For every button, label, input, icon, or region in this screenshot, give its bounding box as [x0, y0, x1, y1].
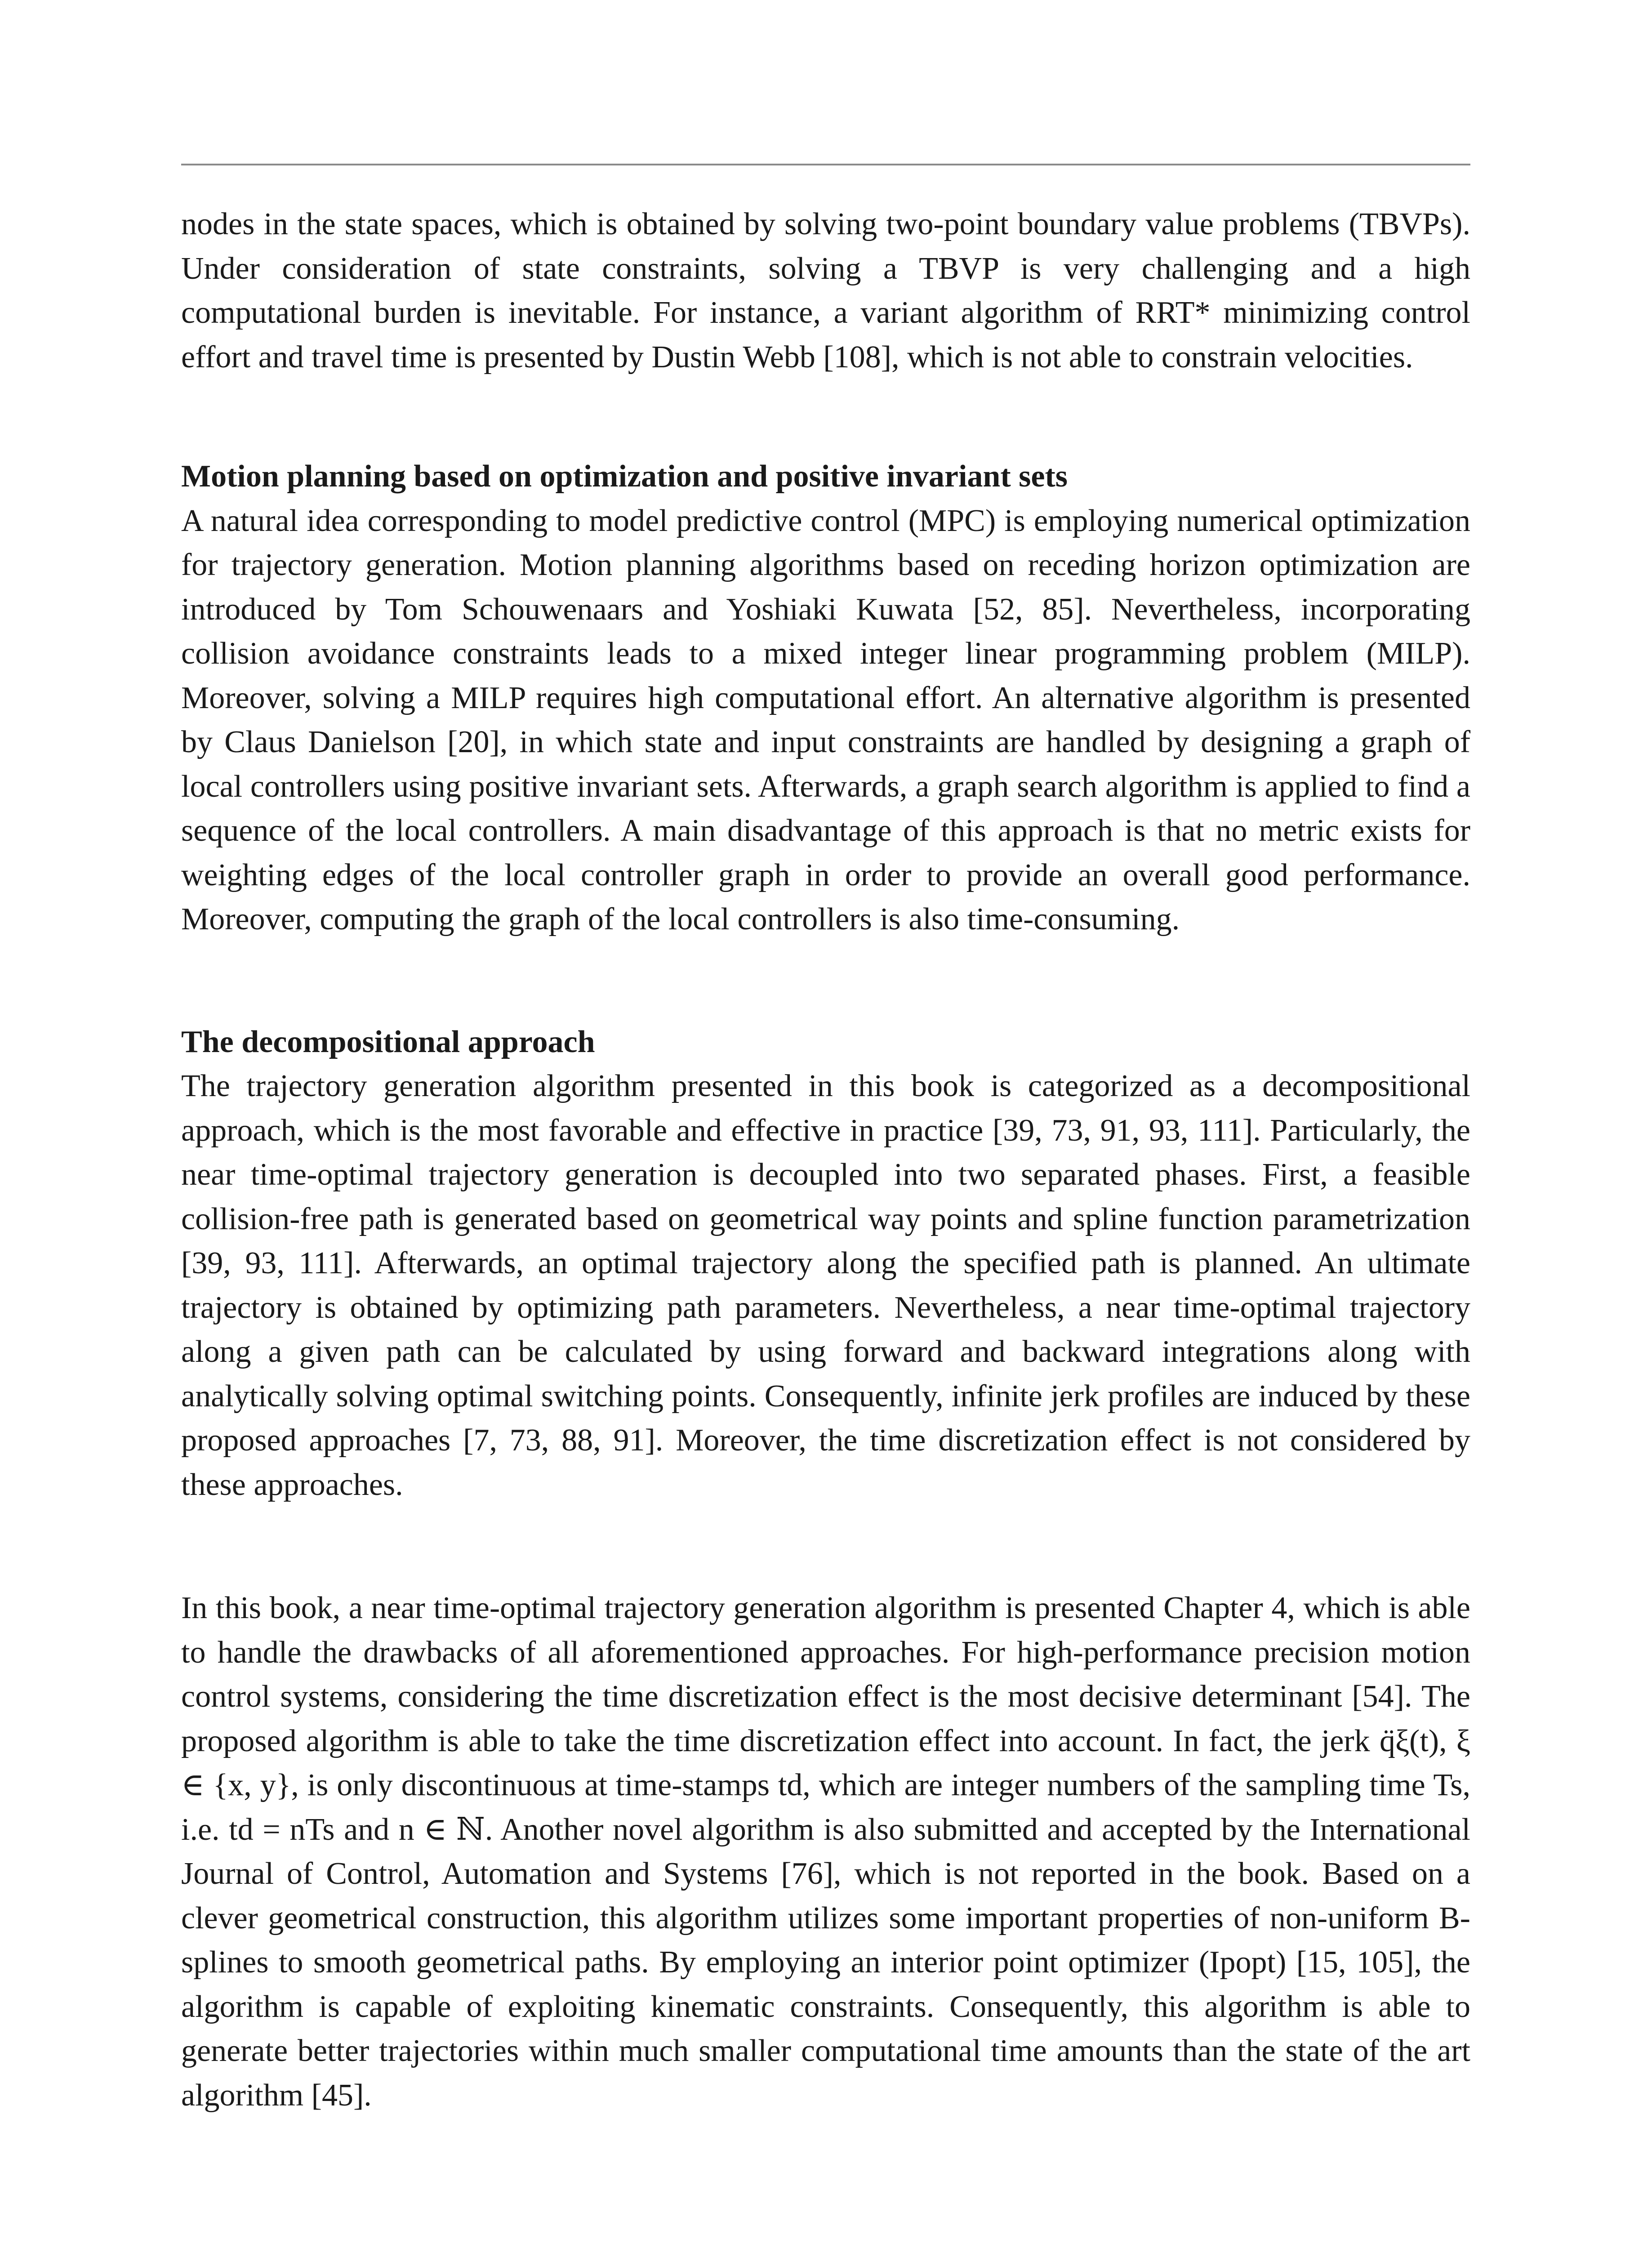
paragraph-tbvp: nodes in the state spaces, which is obtained by solving two-point boundary value problems (TBVPs). Under consideration of state constraints, solving a TBVP is very challenging and a high computational burden is inevitable. For instance, a variant algorithm of RRT* minimizing control effort and travel time is presented by Dustin Webb [108], which is not able to constrain velocities.	[181, 207, 1470, 375]
page-body	[181, 202, 1470, 2118]
section-heading-optimization: Motion planning based on optimization and positive invariant sets	[181, 459, 1068, 494]
paragraph-this-book: In this book, a near time-optimal trajectory generation algorithm is presented Chapter 4, which is able to handle the drawbacks of all aforementioned approaches. For high-performance precision motion control systems, considering the time discretization effect is the most decisive determinant [54]. The proposed algorithm is able to take the time discretization effect into account. In fact, the jerk q̈ξ(t), ξ ∈ {x, y}, is only discontinuous at time-stamps td, which are integer numbers of the sampling time Ts, i.e. td = nTs and n ∈ ℕ. Another novel algorithm is also submitted and accepted by the International Journal of Control, Automation and Systems [76], which is not reported in the book. Based on a clever geometrical construction, this algorithm utilizes some important properties of non-uniform B-splines to smooth geometrical paths. By employing an interior point optimizer (Ipopt) [15, 105], the algorithm is capable of exploiting kinematic constraints. Consequently, this algorithm is able to generate better trajectories within much smaller computational time amounts than the state of the art algorithm [45].	[181, 1591, 1470, 2113]
paragraph-decompositional: The trajectory generation algorithm presented in this book is categorized as a decompositional approach, which is the most favorable and effective in practice [39, 73, 91, 93, 111]. Particularly, the near time-optimal trajectory generation is decoupled into two separated phases. First, a feasible collision-free path is generated based on geometrical way points and spline function parametrization [39, 93, 111]. Afterwards, an optimal trajectory along the specified path is planned. An ultimate trajectory is obtained by optimizing path parameters. Nevertheless, a near time-optimal trajectory along a given path can be calculated by using forward and backward integrations along with analytically solving optimal switching points. Consequently, infinite jerk profiles are induced by these proposed approaches [7, 73, 88, 91]. Moreover, the time discretization effect is not considered by these approaches.	[181, 1069, 1470, 1502]
header-rule	[181, 164, 1470, 165]
paragraph-optimization: A natural idea corresponding to model predictive control (MPC) is employing numerical optimization for trajectory generation. Motion planning algorithms based on receding horizon optimization are introduced by Tom Schouwenaars and Yoshiaki Kuwata [52, 85]. Nevertheless, incorporating collision avoidance constraints leads to a mixed integer linear programming problem (MILP). Moreover, solving a MILP requires high computational effort. An alternative algorithm is presented by Claus Danielson [20], in which state and input constraints are handled by designing a graph of local controllers using positive invariant sets. Afterwards, a graph search algorithm is applied to find a sequence of the local controllers. A main disadvantage of this approach is that no metric exists for weighting edges of the local controller graph in order to provide an overall good performance. Moreover, computing the graph of the local controllers is also time-consuming.	[181, 503, 1470, 937]
section-heading-decompositional: The decompositional approach	[181, 1024, 595, 1059]
